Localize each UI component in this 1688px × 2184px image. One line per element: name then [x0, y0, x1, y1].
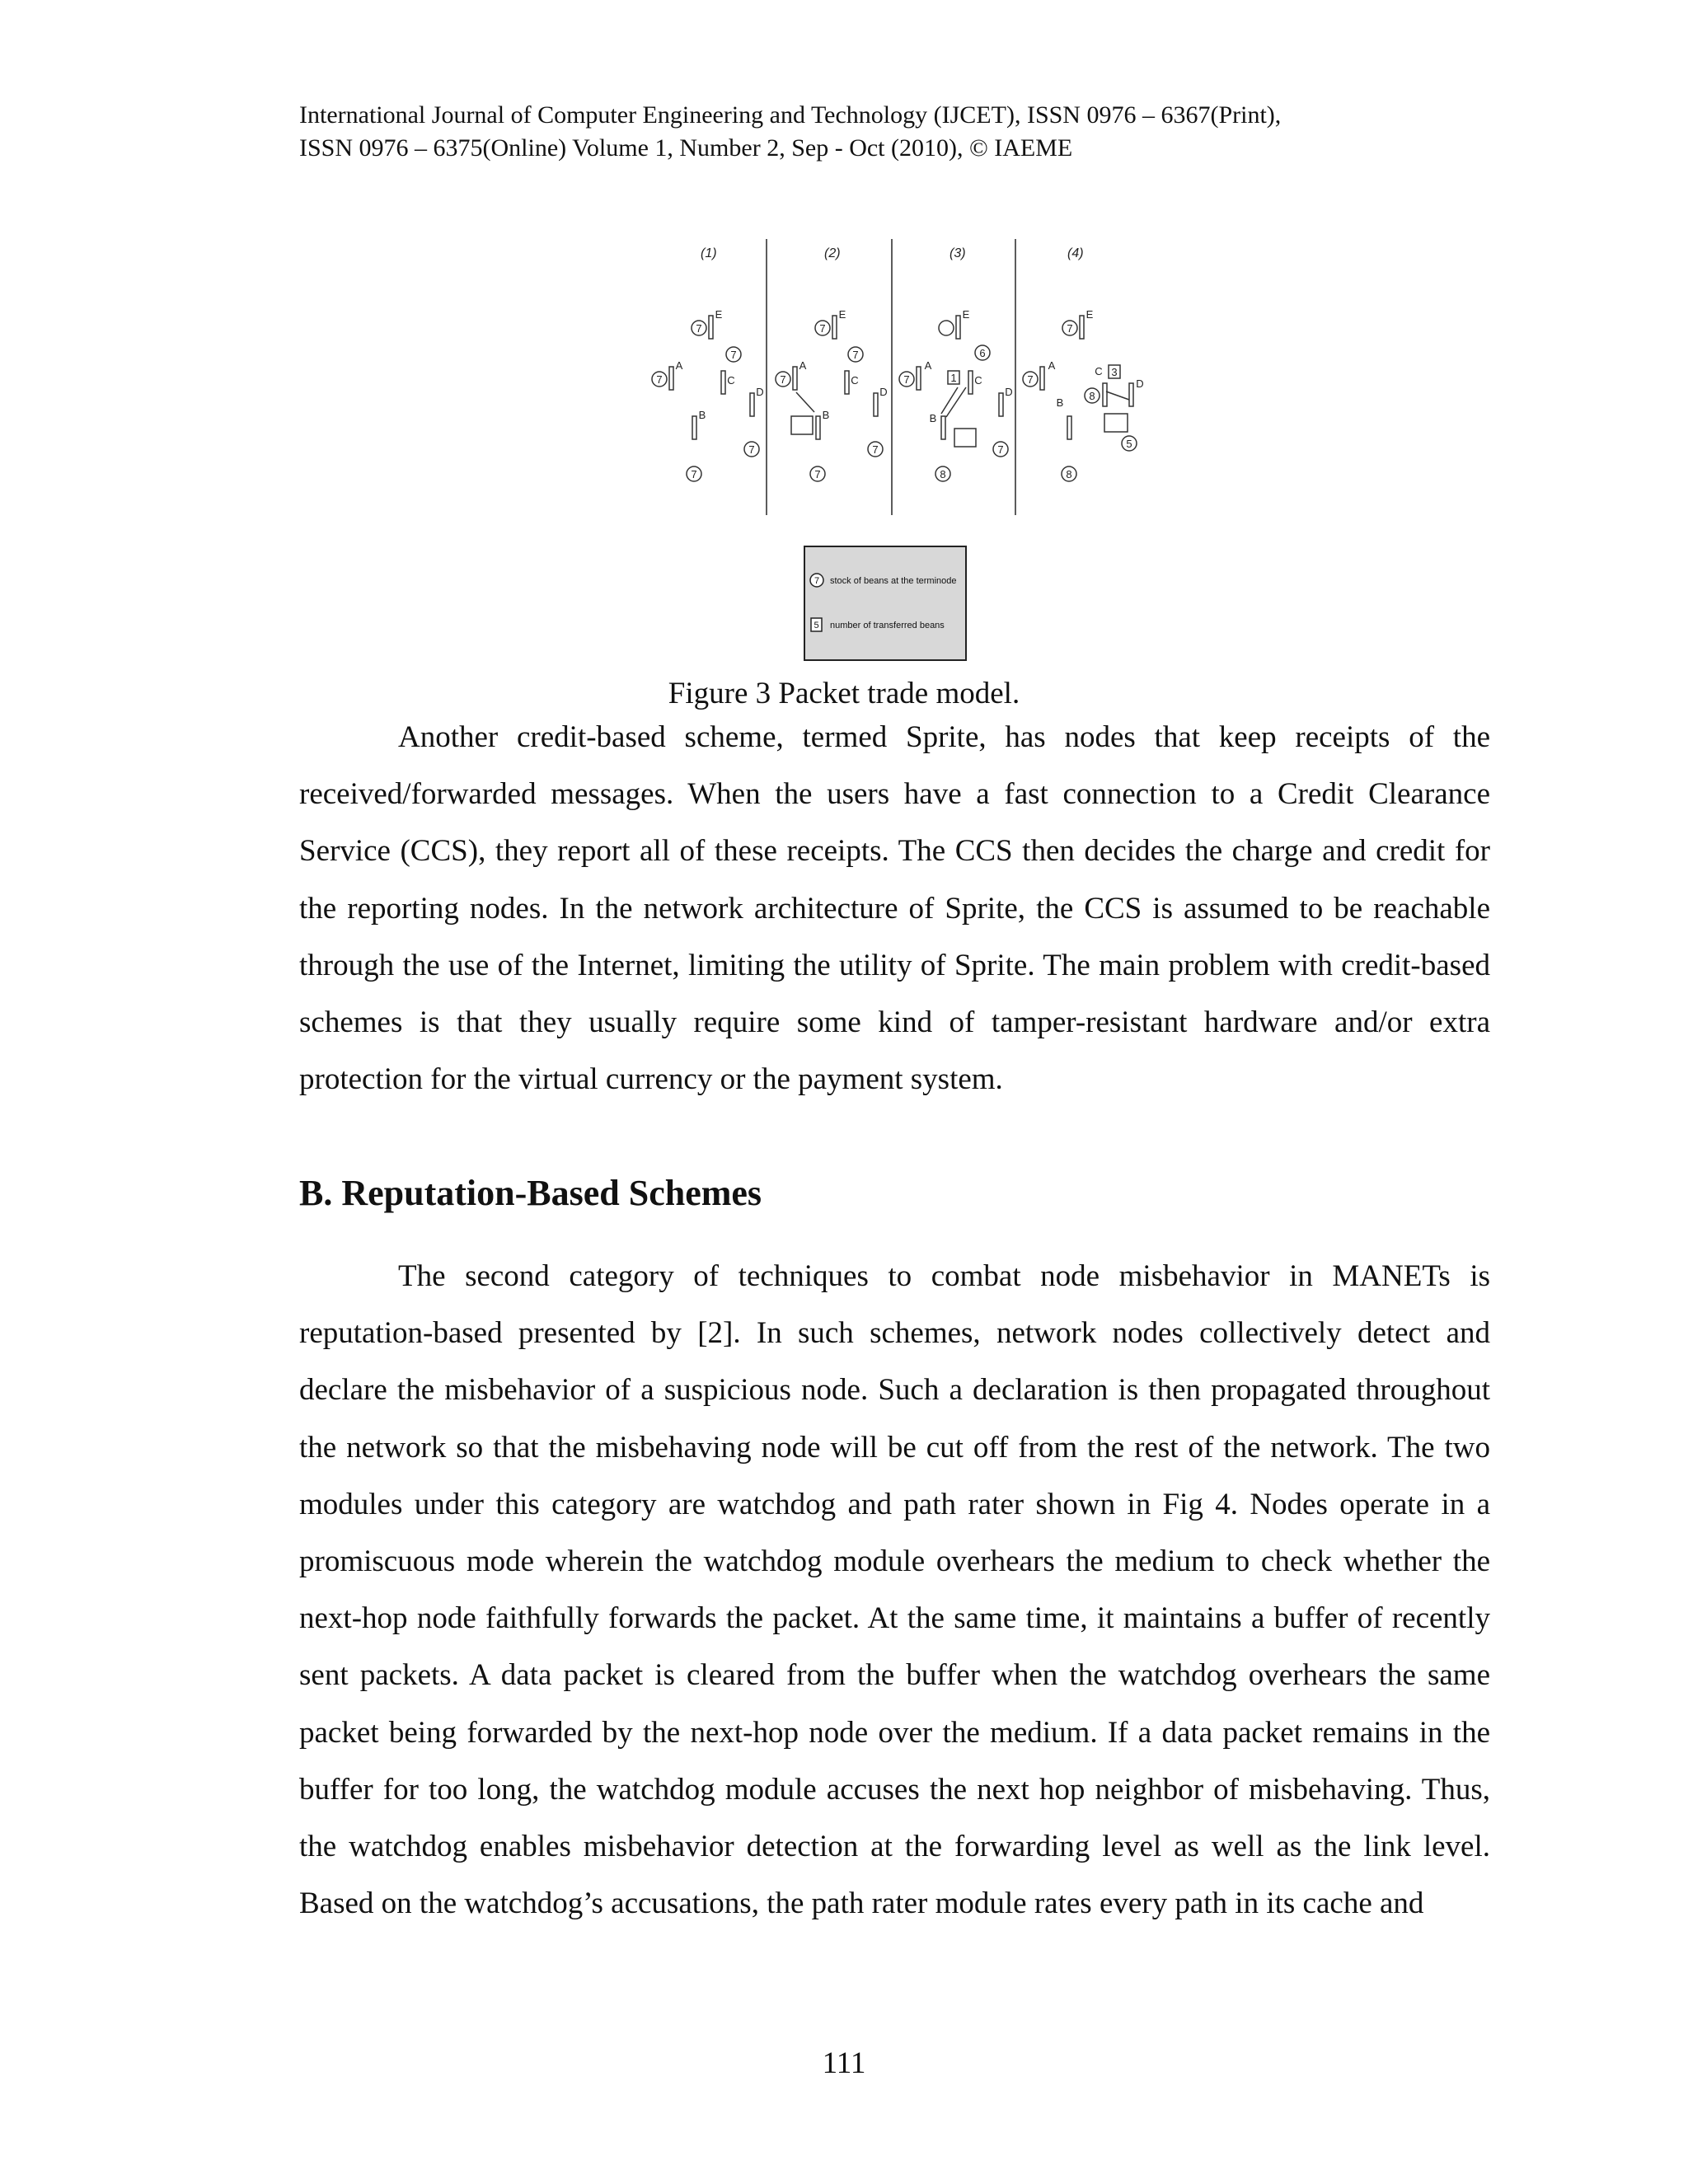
stock-value: 7 [780, 373, 786, 386]
legend-frame [804, 546, 966, 660]
panel-1 [652, 316, 759, 481]
node-bar [669, 367, 673, 390]
legend-stock-text: stock of beans at the terminode [830, 576, 957, 586]
node-label-D: D [756, 386, 764, 398]
node-bar [917, 367, 921, 390]
node-label-A: A [1048, 359, 1056, 372]
node-label-D: D [879, 386, 888, 398]
transfer-arrow [796, 392, 814, 412]
node-label-D: D [1136, 377, 1144, 390]
stock-value: 7 [903, 373, 910, 386]
node-bar [941, 416, 945, 439]
header-line-1: International Journal of Computer Engineering and Technology (IJCET), ISSN 0976 – 6367(Print), [299, 101, 1282, 129]
stock-value: 7 [872, 443, 879, 456]
node-bar [709, 316, 713, 339]
transfer-arrow [941, 387, 958, 414]
stock-value: 7 [696, 322, 702, 335]
panel-label-3: (3) [950, 246, 966, 260]
panel-label-2: (2) [824, 246, 841, 260]
stock-value: 7 [1027, 373, 1034, 386]
node-label-E: E [838, 308, 846, 321]
node-bar [968, 371, 973, 394]
node-bar [1103, 383, 1107, 406]
node-label-A: A [675, 359, 683, 372]
section-heading: B. Reputation-Based Schemes [299, 1173, 762, 1213]
node-label-B: B [929, 412, 937, 424]
node-label-A: A [799, 359, 807, 372]
stock-value: 8 [1066, 468, 1072, 480]
legend-transfer-symbol: 5 [814, 621, 819, 630]
stock-value: 7 [814, 468, 821, 480]
figure-legend [804, 546, 967, 661]
stock-value: 6 [979, 347, 986, 359]
transfer-arrow [1106, 391, 1129, 400]
stock-value: 7 [656, 373, 663, 386]
node-bar [832, 316, 837, 339]
packet-box [1104, 414, 1128, 432]
node-label-C: C [851, 374, 859, 387]
node-label-E: E [1085, 308, 1094, 321]
paragraph-reputation-text: The second category of techniques to combat node misbehavior in MANETs is reputation-based presented by [2]. In such schemes, network nodes collectively detect and declare the misbehavior of a suspicious node. Such a declaration is then propagated throughout the network so that the misbehaving node will be cut off from the rest of the network. The two modules under this category are watchdog and path rater shown in Fig 4. Nodes operate in a promiscuous mode wherein the watchdog module overhears the medium to check whether the next-hop node faithfully forwards the packet. At the same time, it maintains a buffer of recently sent packets. A data packet is cleared from the buffer when the watchdog overhears the same packet being forwarded by the next-hop node over the medium. If a data packet remains in the buffer for too long, the watchdog module accuses the next hop neighbor of misbehaving. Thus, the watchdog enables misbehavior detection at the forwarding level as well as the link level. Based on the watchdog’s accusations, the path rater module rates every path in its cache and [299, 1259, 1490, 1921]
stock-value: 5 [1126, 438, 1132, 450]
legend-transfer-text: number of transferred beans [830, 621, 945, 630]
journal-header [299, 99, 1494, 165]
node-label-B: B [698, 409, 706, 421]
node-label-C: C [1095, 365, 1103, 377]
node-bar [845, 371, 849, 394]
paragraph-sprite [299, 709, 1490, 1108]
stock-value: 8 [940, 468, 946, 480]
node-label-C: C [727, 374, 735, 387]
header-line-2: ISSN 0976 – 6375(Online) Volume 1, Number 2, Sep - Oct (2010), © IAEME [299, 134, 1073, 162]
stock-value: 7 [997, 443, 1004, 456]
node-bar [750, 393, 754, 416]
node-bar [956, 316, 960, 339]
node-bar [1067, 416, 1071, 439]
paragraph-reputation [299, 1248, 1490, 1932]
node-label-D: D [1005, 386, 1013, 398]
node-label-B: B [1056, 396, 1064, 409]
transfer-value: 3 [1111, 366, 1118, 378]
node-bar [1129, 383, 1133, 406]
node-bar [874, 393, 878, 416]
stock-value: 8 [1089, 390, 1095, 402]
paragraph-sprite-text: Another credit-based scheme, termed Sprite, has nodes that keep receipts of the received/forwarded messages. When the users have a fast connection to a Credit Clearance Service (CCS), they report all of these receipts. The CCS then decides the charge and credit for the reporting nodes. In the network architecture of Sprite, the CCS is assumed to be reachable through the use of the Internet, limiting the utility of Sprite. The main problem with credit-based schemes is that they usually require some kind of tamper-resistant hardware and/or extra protection for the virtual currency or the payment system. [299, 720, 1490, 1097]
node-bar [692, 416, 696, 439]
panel-label-1: (1) [701, 246, 717, 260]
node-label-C: C [974, 374, 982, 387]
stock-value: 7 [819, 322, 826, 335]
node-bar [999, 393, 1003, 416]
node-bar [793, 367, 797, 390]
panel-label-4: (4) [1067, 246, 1084, 260]
node-bar [1040, 367, 1044, 390]
panel-2 [776, 316, 883, 481]
node-bar [721, 371, 725, 394]
node-label-E: E [962, 308, 970, 321]
transfer-value: 1 [950, 372, 957, 384]
node-label-A: A [924, 359, 932, 372]
node-bar [816, 416, 820, 439]
stock-value: 7 [1067, 322, 1073, 335]
node-label-E: E [715, 308, 723, 321]
legend-stock-symbol: 7 [814, 576, 820, 586]
panel-3 [899, 316, 1008, 481]
stock-value: 7 [730, 349, 737, 361]
packet-box [954, 429, 976, 447]
stock-circle [939, 321, 954, 335]
node-label-B: B [822, 409, 830, 421]
node-bar [1080, 316, 1084, 339]
stock-value: 7 [852, 349, 859, 361]
stock-value: 7 [748, 443, 755, 456]
stock-value: 7 [691, 468, 697, 480]
figure-caption: Figure 3 Packet trade model. [668, 677, 1020, 710]
packet-trade-figure [643, 231, 1170, 527]
packet-box [791, 416, 813, 434]
panel-4 [1023, 316, 1137, 481]
page-number: 111 [822, 2046, 866, 2080]
